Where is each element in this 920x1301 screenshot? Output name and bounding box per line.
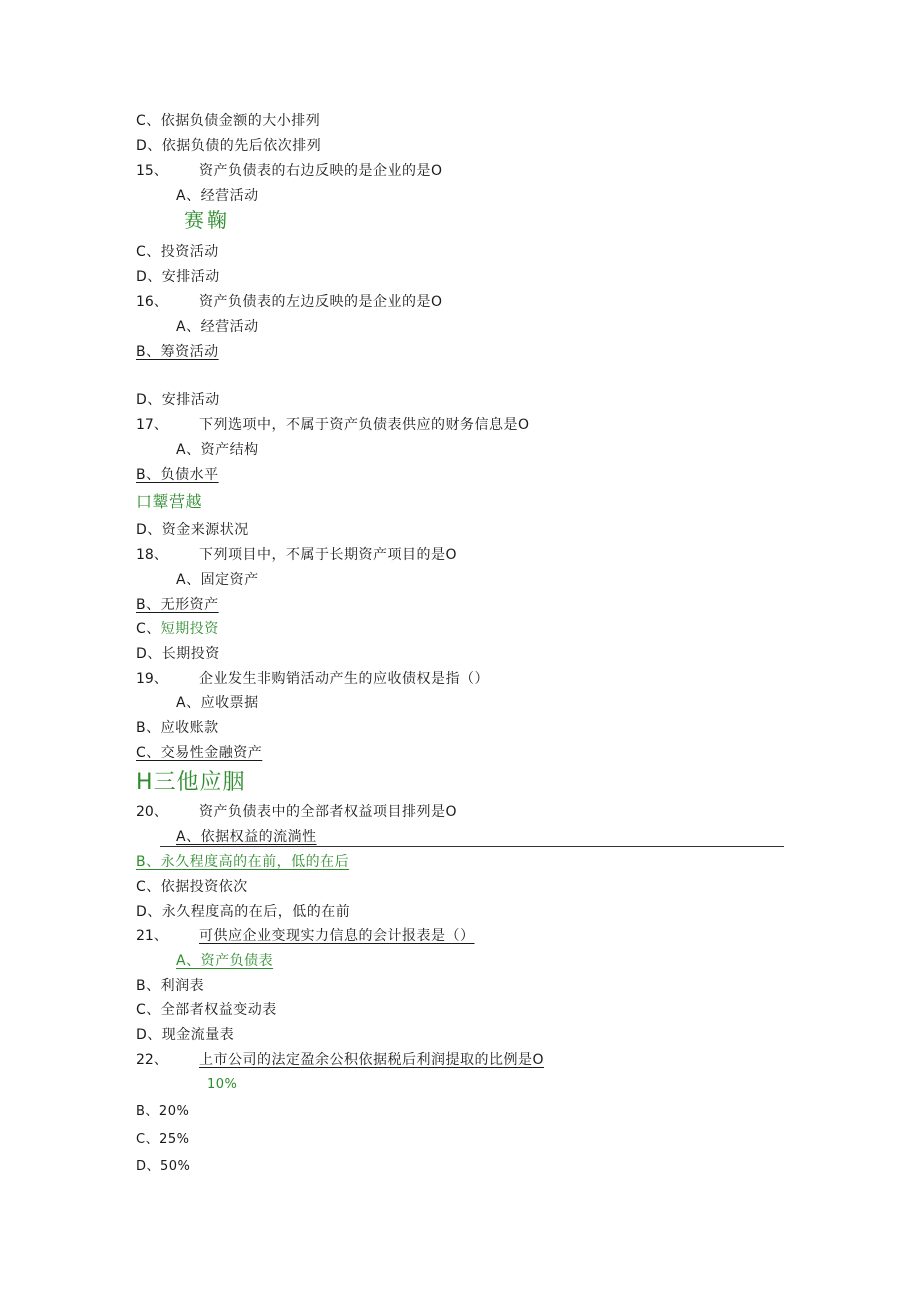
option-b-q15-handwritten: 赛鞠 [184,208,230,232]
question-text-22: 上市公司的法定盈余公积依据税后利润提取的比例是O [199,1052,545,1068]
option-c-q18-answer: 短期投资 [160,621,219,637]
question-number-20: 20、 [136,804,168,820]
option-d-q14: D、依据负债的先后依次排列 [136,138,322,154]
option-c-q19: C、交易性金融资产 [136,745,263,761]
question-text-17: 下列选项中，不属于资产负债表供应的财务信息是O [199,417,530,433]
option-d-q21: D、现金流量表 [136,1027,235,1043]
option-d-q18: D、长期投资 [136,646,220,662]
option-c-q14: C、依据负债金额的大小排列 [136,113,321,129]
option-a-q18: A、固定资产 [176,572,259,588]
horizontal-rule [160,846,784,847]
option-b-q22: B、20% [136,1104,190,1119]
question-text-15: 资产负债表的右边反映的是企业的是O [199,163,443,179]
option-a-q20: A、依据权益的流淌性 [176,829,317,845]
option-b-q17: B、负债水平 [136,467,219,483]
option-d-q22: D、50% [136,1159,191,1174]
question-number-19: 19、 [136,671,168,687]
option-d-q19-handwritten: H三他应胭 [136,770,246,795]
question-text-19: 企业发生非购销活动产生的应收债权是指（） [199,671,489,687]
question-number-15: 15、 [136,163,168,179]
option-a-q15: A、经营活动 [176,188,259,204]
option-b-q21: B、利润表 [136,978,205,994]
question-number-16: 16、 [136,294,168,310]
option-d-q16: D、安排活动 [136,392,220,408]
question-number-18: 18、 [136,547,168,563]
option-c-q17-handwritten: 口颦营越 [136,492,203,511]
option-b-q20: B、永久程度高的在前，低的在后 [136,854,350,870]
option-c-q20: C、依据投资依次 [136,879,248,895]
option-d-q20: D、永久程度高的在后，低的在前 [136,904,351,920]
option-a-q19: A、应收票据 [176,695,259,711]
option-c-q18: C、短期投资 [136,621,219,637]
option-d-q17: D、资金来源状况 [136,522,249,538]
option-b-q18: B、无形资产 [136,597,219,613]
question-text-18: 下列项目中，不属于长期资产项目的是O [199,547,458,563]
question-text-16: 资产负债表的左边反映的是企业的是O [199,294,443,310]
question-number-22: 22、 [136,1052,168,1068]
option-b-q19: B、应收账款 [136,720,219,736]
option-b-q16: B、筹资活动 [136,344,219,360]
option-a-q17: A、资产结构 [176,442,259,458]
question-number-21: 21、 [136,928,168,944]
option-c-q15: C、投资活动 [136,244,219,260]
question-text-20: 资产负债表中的全部者权益项目排列是O [199,804,458,820]
option-c-q21: C、全部者权益变动表 [136,1002,277,1018]
option-a-q22-answer: 10% [207,1077,238,1092]
option-d-q15: D、安排活动 [136,269,220,285]
option-a-q16: A、经营活动 [176,319,259,335]
option-c-q22: C、25% [136,1132,190,1147]
question-text-21: 可供应企业变现实力信息的会计报表是（） [199,928,475,944]
question-number-17: 17、 [136,417,168,433]
option-a-q21: A、资产负债表 [176,953,274,969]
